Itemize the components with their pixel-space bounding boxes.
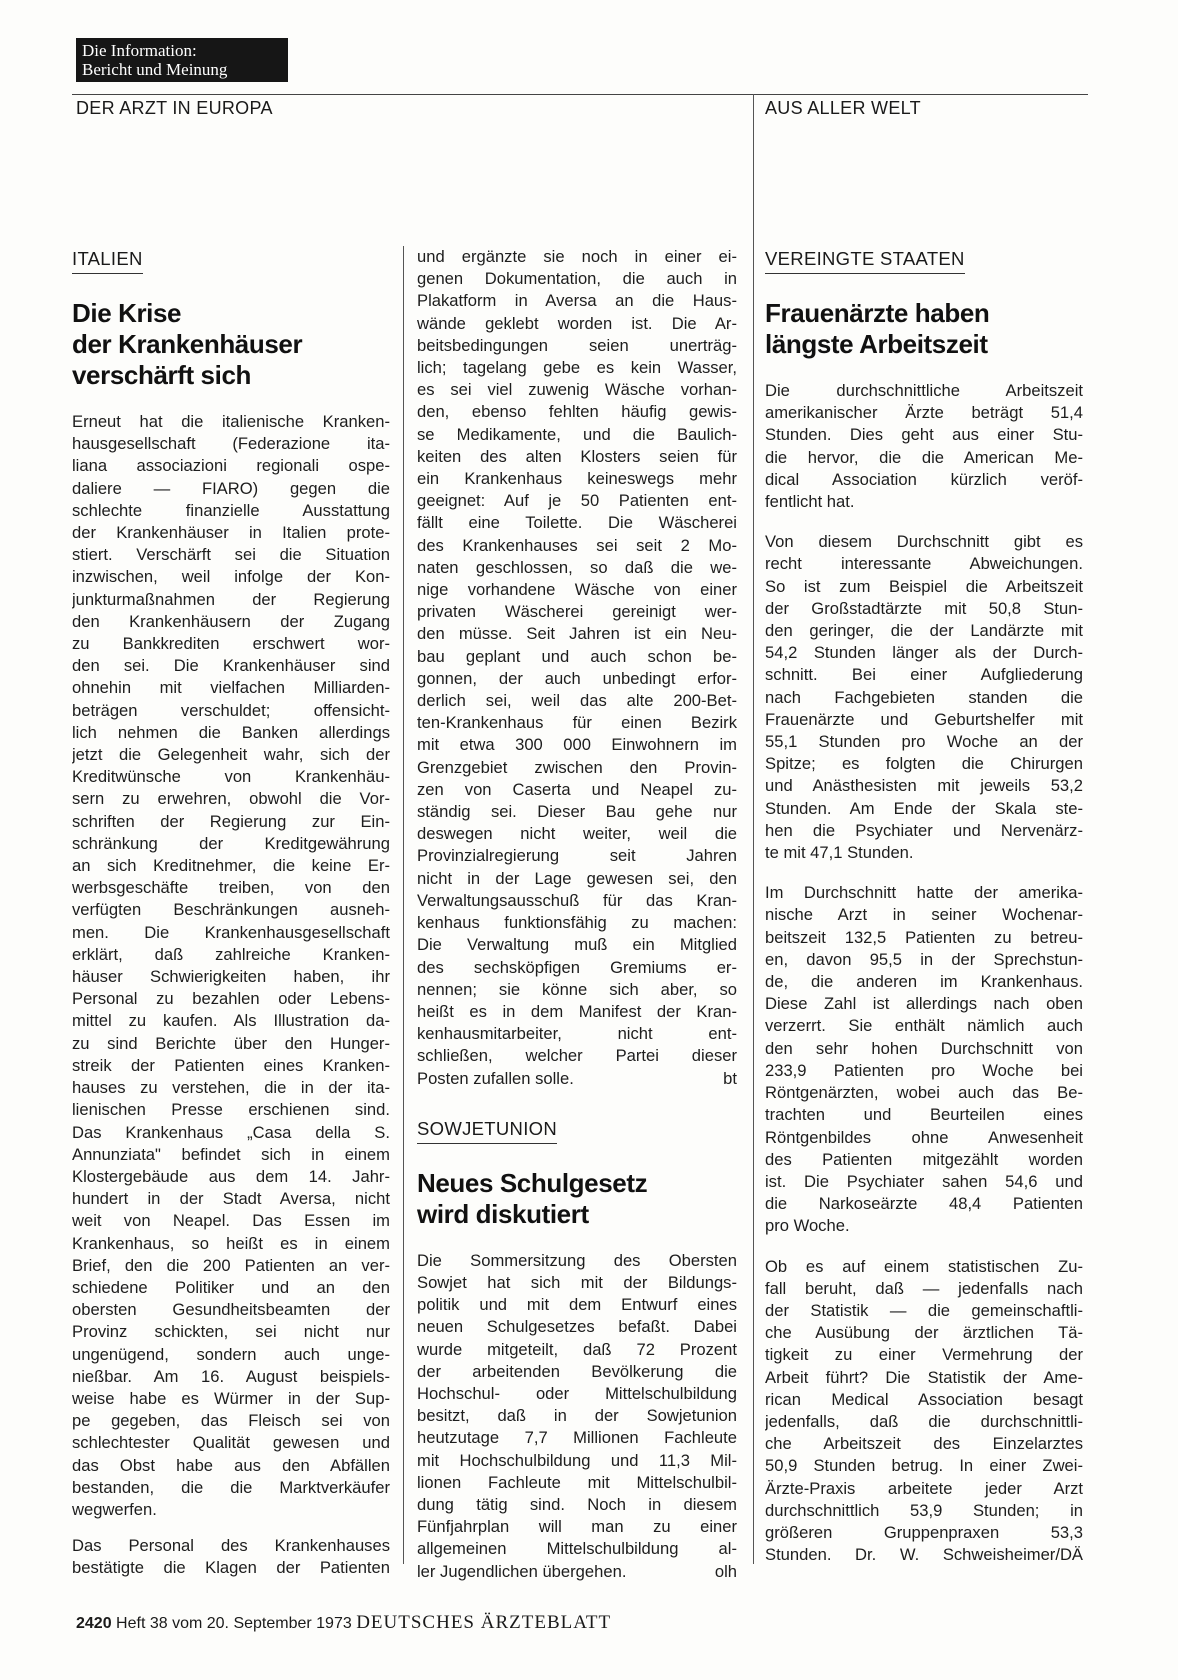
text-line: besitzt, daß in der Sowjetunion — [417, 1406, 737, 1426]
text-line: nießbar. Am 16. August beispiels- — [72, 1366, 390, 1386]
text-line: rican Medical Association besagt — [765, 1389, 1083, 1409]
text-line: Personal zu bezahlen oder Lebens- — [72, 989, 390, 1009]
text-line: Stunden. Dr. W. Schweisheimer/DÄ — [765, 1545, 1083, 1565]
text-line: zu Bankkrediten erschwert wor- — [72, 634, 390, 654]
text-line: Sowjet hat sich mit der Bildungs- — [417, 1272, 737, 1292]
text-line: mit Hochschulbildung und 11,3 Mil- — [417, 1450, 737, 1470]
text-line: gonnen, der auch unbedingt erfor- — [417, 668, 737, 688]
body-sowjetunion — [417, 1250, 737, 1561]
text-line: che Ausübung der ärztlichen Tä- — [765, 1323, 1083, 1343]
text-line: kenhausmitarbeiter, nicht ent- — [417, 1024, 737, 1044]
text-line: das Obst habe aus den Abfällen — [72, 1455, 390, 1475]
rubric-left: DER ARZT IN EUROPA — [76, 98, 273, 118]
text-line: wegwerfen. — [72, 1499, 157, 1519]
text-line: allgemeinen Mittelschulbildung al- — [417, 1539, 737, 1559]
text-line: nicht in der Lage gewesen sei, den — [417, 868, 737, 888]
signature-sowjetunion: olh — [714, 1561, 737, 1581]
text-line: heutzutage 7,7 Millionen Fachleute — [417, 1428, 737, 1448]
text-line: wände geklebt worden ist. Die Ar- — [417, 313, 737, 333]
text-line: mittel zu kaufen. Als Illustration da- — [72, 1011, 390, 1031]
text-line: heißt es in dem Manifest der Kran- — [417, 1001, 737, 1021]
text-line: deswegen nicht weiter, weil die — [417, 824, 737, 844]
text-line: die Narkoseärzte 48,4 Patienten — [765, 1194, 1083, 1214]
text-line: dung tätig sind. Noch in diesem — [417, 1494, 737, 1514]
text-line: Das Krankenhaus „Casa della S. — [72, 1122, 390, 1142]
sowjet-closing-line — [417, 1561, 737, 1583]
text-line: Die Sommersitzung des Obersten — [417, 1250, 737, 1270]
page-footer — [76, 1612, 611, 1634]
text-line: des Krankenhauses sei seit 2 Mo- — [417, 535, 737, 555]
text-line: zu sind Berichte über den Hunger- — [72, 1033, 390, 1053]
issue-info: Heft 38 vom 20. September 1973 — [116, 1615, 352, 1632]
headline-italien — [72, 298, 390, 391]
text-line: recht interessante Abweichungen. — [765, 554, 1083, 574]
article-usa — [765, 248, 1083, 1566]
text-line: pro Woche. — [765, 1216, 850, 1236]
text-line: privaten Wäscherei gereinigt wer- — [417, 602, 737, 622]
text-line: beitszeit 132,5 Patienten zu betreu- — [765, 927, 1083, 947]
text-line: nach Fachgebieten standen die — [765, 687, 1083, 707]
text-line: erklärt, daß zahlreiche Kranken- — [72, 944, 390, 964]
column-rule-2 — [753, 94, 754, 1564]
body-italien-col1 — [72, 411, 390, 1521]
text-line: junkturmaßnahmen der Regierung — [72, 589, 390, 609]
text-line: genen Dokumentation, die auch in — [417, 269, 737, 289]
column-rule-1 — [403, 246, 404, 1564]
text-line: schränkung der Kreditgewährung — [72, 833, 390, 853]
text-line: bestanden, die die Marktverkäufer — [72, 1477, 390, 1497]
text-line: Die durchschnittliche Arbeitszeit — [765, 381, 1083, 400]
text-line: keiten des alten Klosters seien für — [417, 446, 737, 466]
signature-italien: bt — [723, 1068, 737, 1088]
text-line: den Krankenhäusern der Zugang — [72, 611, 390, 631]
text-line: Krankenhaus, so heißt es in einem — [72, 1233, 390, 1253]
text-line: Fünfjahrplan will man zu einer — [417, 1517, 737, 1537]
body-usa-para2 — [765, 531, 1083, 864]
text-line: ständig sei. Dieser Bau gehe nur — [417, 802, 737, 822]
text-line: amerikanischer Ärzte beträgt 51,4 — [765, 403, 1083, 423]
text-line: obersten Gesundheitsbeamten der — [72, 1300, 390, 1320]
text-line: nische Arzt in seiner Wochenar- — [765, 905, 1083, 925]
text-line: weise habe es Würmer in der Sup- — [72, 1388, 390, 1408]
section-label-italien: ITALIEN — [72, 248, 143, 274]
body-italien-col2 — [417, 246, 737, 1068]
text-line: den müsse. Seit Jahren ist ein Neu- — [417, 624, 737, 644]
body-usa-para1 — [765, 380, 1083, 513]
body-italien-col1-para2 — [72, 1535, 390, 1579]
text-line: hen die Psychiater und Nervenärz- — [765, 820, 1083, 840]
text-line: lich; tagelang gebe es kein Wasser, — [417, 358, 737, 378]
text-line: des sechsköpfigen Gremiums er- — [417, 957, 737, 977]
text-line: und Anästhesisten mit jeweils 53,2 — [765, 776, 1083, 796]
text-line: an sich Kreditnehmer, die keine Er- — [72, 856, 390, 876]
section-label-sowjetunion: SOWJETUNION — [417, 1118, 557, 1144]
badge-line-1: Die Information: — [82, 41, 197, 60]
text-line: ist. Die Psychiater sahen 54,6 und — [765, 1171, 1083, 1191]
text-line: Annunziata" befindet sich in einem — [72, 1144, 390, 1164]
body-usa-para3 — [765, 882, 1083, 1237]
headline-line: Neues Schulgesetz — [417, 1167, 648, 1198]
text-line: 50,9 Stunden betrug. In einer Zwei- — [765, 1456, 1083, 1476]
text-line: häuser Schwierigkeiten haben, ihr — [72, 967, 390, 987]
text-line: daliere — FIARO) gegen die — [72, 478, 390, 498]
text-line: Arbeit führt? Die Statistik der Ame- — [765, 1367, 1083, 1387]
text-line: Im Durchschnitt hatte der amerika- — [765, 883, 1083, 903]
text-line: lienischen Presse erschienen sind. — [72, 1100, 390, 1120]
text-line: 54,2 Stunden länger als der Durch- — [765, 643, 1083, 663]
text-line: bestätigte die Klagen der Patienten — [72, 1558, 390, 1578]
text-line: schlechtester Qualität gewesen und — [72, 1433, 390, 1453]
text-line: Von diesem Durchschnitt gibt es — [765, 532, 1083, 552]
text-line: en, davon 95,5 in der Sprechstun- — [765, 949, 1083, 969]
text-line: den sehr hohen Durchschnitt von — [765, 1038, 1083, 1058]
text-line: 55,1 Stunden pro Woche an der — [765, 732, 1083, 752]
text-line: Diese Zahl ist allerdings nach oben — [765, 994, 1083, 1014]
headline-line: Frauenärzte haben — [765, 298, 990, 328]
text-line: bau geplant und auch schon be- — [417, 646, 737, 666]
column-middle — [417, 246, 737, 1583]
text-line: politik und mit dem Entwurf eines — [417, 1295, 737, 1315]
headline-line: wird diskutiert — [417, 1198, 589, 1229]
text-line: es sei viel zuwenig Wäsche vorhan- — [417, 380, 737, 400]
text-line: Grenzgebiet zwischen den Provin- — [417, 757, 737, 777]
text-line: Posten zufallen solle. — [417, 1068, 574, 1088]
text-line: ten-Krankenhaus für einen Bezirk — [417, 713, 737, 733]
text-line: schnitt. Bei einer Aufgliederung — [765, 665, 1083, 685]
text-line: der arbeitenden Bevölkerung die — [417, 1361, 737, 1381]
text-line: streik der Patienten eines Kranken- — [72, 1055, 390, 1075]
text-line: den, ebenso fehlten häufig gewis- — [417, 402, 737, 422]
text-line: nennen; sie könne sich aber, so — [417, 979, 737, 999]
text-line: lich nehmen die Banken allerdings — [72, 722, 390, 742]
text-line: wurde mitgeteilt, daß 72 Prozent — [417, 1339, 737, 1359]
text-line: weit von Neapel. Das Essen im — [72, 1211, 390, 1231]
headline-sowjetunion — [417, 1168, 737, 1230]
headline-line: der Krankenhäuser — [72, 329, 303, 359]
text-line: durchschnittlich 53,9 Stunden; in — [765, 1500, 1083, 1520]
text-line: und ergänzte sie noch in einer ei- — [417, 247, 737, 266]
italien-closing-line — [417, 1068, 737, 1090]
rubric-right: AUS ALLER WELT — [765, 98, 921, 118]
text-line: trachten und Beurteilen eines — [765, 1105, 1083, 1125]
text-line: hauses zu verstehen, die in der ita- — [72, 1078, 390, 1098]
text-line: fällt eine Toilette. Die Wäscherei — [417, 513, 737, 533]
text-line: beträgen verschuldet; offensicht- — [72, 700, 390, 720]
text-line: geeignet: Auf je 50 Patienten ent- — [417, 491, 737, 511]
text-line: derlich sei, weil das alte 200-Bet- — [417, 691, 737, 711]
text-line: kenhaus funktionsfähig zu machen: — [417, 913, 737, 933]
text-line: Klostergebäude aus dem 14. Jahr- — [72, 1166, 390, 1186]
text-line: So ist zum Beispiel die Arbeitszeit — [765, 576, 1083, 596]
text-line: fentlicht hat. — [765, 492, 855, 512]
text-line: pe gegeben, das Fleisch sei von — [72, 1411, 390, 1431]
text-line: schiedene Politiker und an den — [72, 1277, 390, 1297]
text-line: men. Die Krankenhausgesellschaft — [72, 922, 390, 942]
text-line: Die Verwaltung muß ein Mitglied — [417, 935, 737, 955]
text-line: beitsbedingungen seien unerträg- — [417, 335, 737, 355]
headline-line: verschärft sich — [72, 360, 251, 390]
text-line: der Großstadtärzte mit 50,8 Stun- — [765, 598, 1083, 618]
text-line: zen von Caserta und Neapel zu- — [417, 779, 737, 799]
text-line: schließen, welcher Partei dieser — [417, 1046, 737, 1066]
text-line: liana associazioni regionali ospe- — [72, 456, 390, 476]
page-number: 2420 — [76, 1615, 112, 1632]
text-line: der Statistik — die gemeinschaftli- — [765, 1300, 1083, 1320]
text-line: Spitze; es folgten die Chirurgen — [765, 754, 1083, 774]
headline-line: Die Krise — [72, 298, 182, 328]
section-badge — [76, 38, 288, 82]
text-line: Ob es auf einem statistischen Zu- — [765, 1256, 1083, 1276]
text-line: Erneut hat die italienische Kranken- — [72, 412, 390, 431]
text-line: lionen Fachleute mit Mittelschulbil- — [417, 1472, 737, 1492]
text-line: tigkeit zu einer Vermehrung der — [765, 1345, 1083, 1365]
headline-line: längste Arbeitszeit — [765, 329, 988, 359]
body-usa-para4 — [765, 1256, 1083, 1567]
text-line: fall beruht, daß — jedenfalls nach — [765, 1278, 1083, 1298]
text-line: Provinz schickten, sei nicht nur — [72, 1322, 390, 1342]
text-line: größeren Gruppenpraxen 53,3 — [765, 1522, 1083, 1542]
text-line: te mit 47,1 Stunden. — [765, 843, 914, 863]
text-line: schlechte finanzielle Ausstattung — [72, 500, 390, 520]
text-line: Stunden. Dies geht aus einer Stu- — [765, 425, 1083, 445]
text-line: Frauenärzte und Geburtshelfer mit — [765, 709, 1083, 729]
text-line: 233,9 Patienten pro Woche bei — [765, 1060, 1083, 1080]
text-line: ein Krankenhaus keineswegs mehr — [417, 469, 737, 489]
text-line: werbsgeschäfte treiben, von den — [72, 878, 390, 898]
text-line: nige vorhandene Wäsche von einer — [417, 580, 737, 600]
text-line: dical Association kürzlich veröf- — [765, 469, 1083, 489]
text-line: Kreditwünsche von Krankenhäu- — [72, 767, 390, 787]
text-line: neuen Schulgesetzes befaßt. Dabei — [417, 1317, 737, 1337]
text-line: schriften der Regierung zur Ein- — [72, 811, 390, 831]
text-line: den sei. Die Krankenhäuser sind — [72, 656, 390, 676]
article-italien — [72, 248, 390, 1580]
text-line: Röntgenärzten, wobei auch das Be- — [765, 1083, 1083, 1103]
text-line: verfügten Beschränkungen ausneh- — [72, 900, 390, 920]
text-line: se Medikamente, und die Baulich- — [417, 424, 737, 444]
text-line: der Krankenhäuser in Italien prote- — [72, 523, 390, 543]
text-line: Das Personal des Krankenhauses — [72, 1536, 390, 1556]
section-label-usa: VEREINGTE STAATEN — [765, 248, 965, 274]
text-line: Provinzialregierung seit Jahren — [417, 846, 737, 866]
text-line: inzwischen, weil infolge der Kon- — [72, 567, 390, 587]
text-line: Hochschul- oder Mittelschulbildung — [417, 1383, 737, 1403]
text-line: ler Jugendlichen übergehen. — [417, 1561, 627, 1581]
text-line: sern zu erwehren, obwohl die Vor- — [72, 789, 390, 809]
badge-line-2: Bericht und Meinung — [82, 60, 228, 79]
text-line: Verwaltungsausschuß für das Kran- — [417, 890, 737, 910]
text-line: Stunden. Am Ende der Skala ste- — [765, 798, 1083, 818]
text-line: Röntgenbildes ohne Anwesenheit — [765, 1127, 1083, 1147]
headline-usa — [765, 298, 1083, 360]
header-rule — [72, 94, 1088, 95]
text-line: den geringer, die der Landärzte mit — [765, 621, 1083, 641]
text-line: che Arbeitszeit des Einzelarztes — [765, 1434, 1083, 1454]
text-line: jetzt die Gelegenheit wahr, sich der — [72, 745, 390, 765]
text-line: stiert. Verschärft sei die Situation — [72, 545, 390, 565]
text-line: ungenügend, sondern auch unge- — [72, 1344, 390, 1364]
text-line: hundert in der Stadt Aversa, nicht — [72, 1189, 390, 1209]
text-line: Ärzte-Praxis arbeitete jeder Arzt — [765, 1478, 1083, 1498]
text-line: Brief, den die 200 Patienten an ver- — [72, 1255, 390, 1275]
masthead: DEUTSCHES ÄRZTEBLATT — [356, 1612, 612, 1633]
text-line: die hervor, die die American Me- — [765, 447, 1083, 467]
text-line: verzerrt. Sie enthält nämlich auch — [765, 1016, 1083, 1036]
text-line: jedenfalls, daß die durchschnittli- — [765, 1411, 1083, 1431]
text-line: de, die anderen im Krankenhaus. — [765, 972, 1083, 992]
text-line: hausgesellschaft (Federazione ita- — [72, 434, 390, 454]
text-line: naten geschlossen, so daß die we- — [417, 557, 737, 577]
text-line: Plakatform in Aversa an die Haus- — [417, 291, 737, 311]
text-line: mit etwa 300 000 Einwohnern im — [417, 735, 737, 755]
article-sowjetunion — [417, 1118, 737, 1583]
text-line: ohnehin mit vielfachen Milliarden- — [72, 678, 390, 698]
text-line: des Patienten mitgezählt worden — [765, 1149, 1083, 1169]
